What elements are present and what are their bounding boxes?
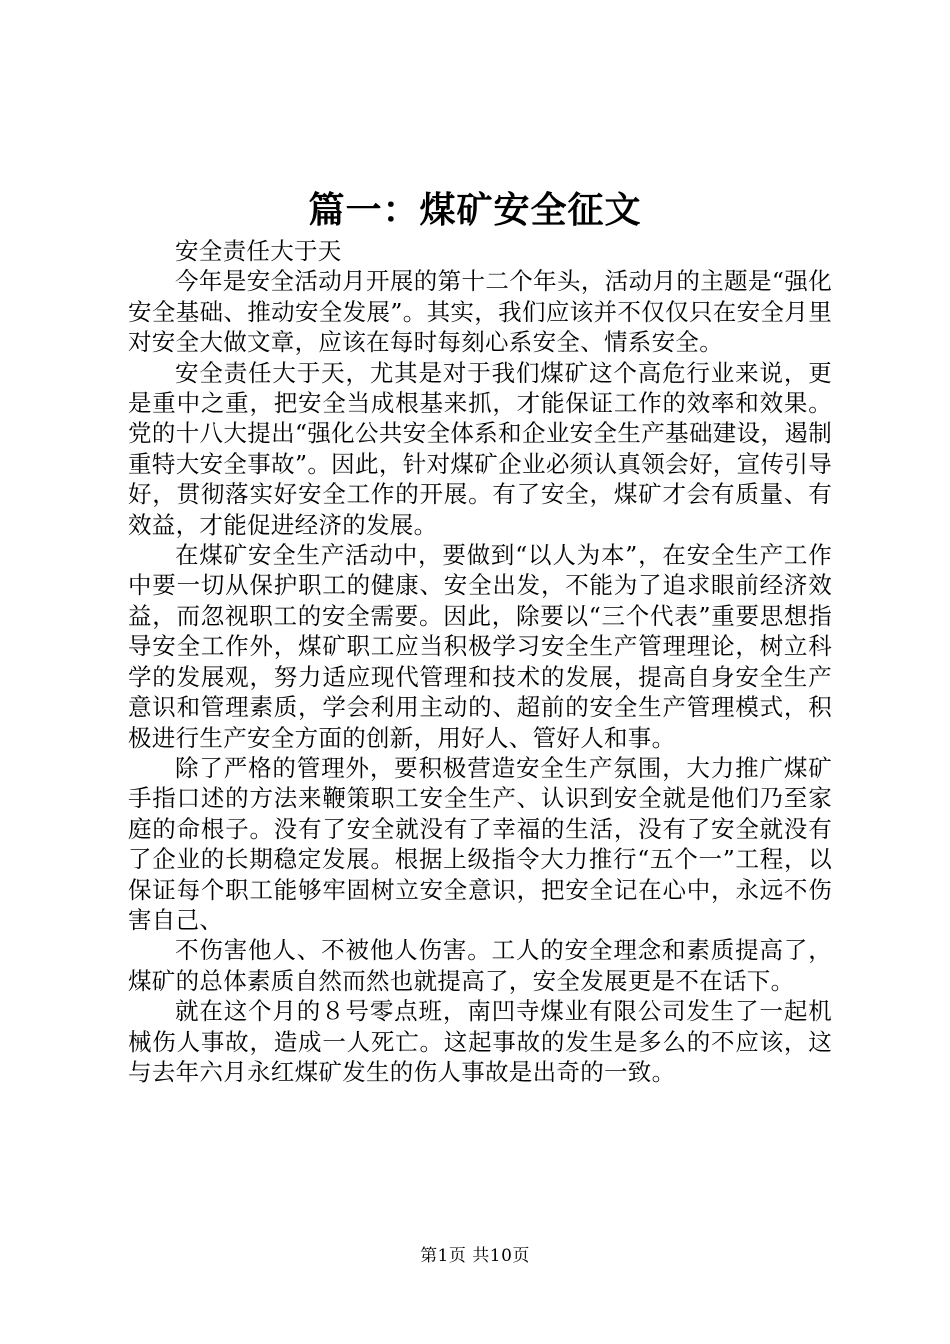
- paragraph: 除了严格的管理外，要积极营造安全生产氛围，大力推广煤矿手指口述的方法来鞭策职工安全生产、认识到安全就是他们乃至家庭的命根子。没有了安全就没有了幸福的生活，没有了安全就没有了企业的长期稳定发展。根据上级指令大力推行“五个一”工程，以保证每个职工能够牢固树立安全意识，把安全记在心中，永远不伤害自己、: [128, 753, 832, 934]
- document-body: [128, 236, 832, 1087]
- paragraph: 不伤害他人、不被他人伤害。工人的安全理念和素质提高了，煤矿的总体素质自然而然也就提高了，安全发展更是不在话下。: [128, 936, 832, 995]
- paragraph: 安全责任大于天，尤其是对于我们煤矿这个高危行业来说，更是重中之重，把安全当成根基来抓，才能保证工作的效率和效果。党的十八大提出“强化公共安全体系和企业安全生产基础建设，遏制重特大安全事故”。因此，针对煤矿企业必须认真领会好，宣传引导好，贯彻落实好安全工作的开展。有了安全，煤矿才会有质量、有效益，才能促进经济的发展。: [128, 358, 832, 539]
- paragraph-subtitle: 安全责任大于天: [175, 237, 342, 265]
- page-number-footer: 第1页 共10页: [420, 1246, 530, 1266]
- paragraph: 在煤矿安全生产活动中，要做到“以人为本”，在安全生产工作中要一切从保护职工的健康、安全出发，不能为了追求眼前经济效益，而忽视职工的安全需要。因此，除要以“三个代表”重要思想指导安全工作外，煤矿职工应当积极学习安全生产管理理论，树立科学的发展观，努力适应现代管理和技术的发展，提高自身安全生产意识和管理素质，学会利用主动的、超前的安全生产管理模式，积极进行生产安全方面的创新，用好人、管好人和事。: [128, 541, 832, 752]
- paragraph: 今年是安全活动月开展的第十二个年头，活动月的主题是“强化安全基础、推动安全发展”。其实，我们应该并不仅仅只在安全月里对安全大做文章，应该在每时每刻心系安全、情系安全。: [128, 267, 832, 357]
- page-title: 篇一：煤矿安全征文: [308, 189, 642, 231]
- paragraph: 就在这个月的８号零点班，南凹寺煤业有限公司发生了一起机械伤人事故，造成一人死亡。这起事故的发生是多么的不应该，这与去年六月永红煤矿发生的伤人事故是出奇的一致。: [128, 997, 832, 1086]
